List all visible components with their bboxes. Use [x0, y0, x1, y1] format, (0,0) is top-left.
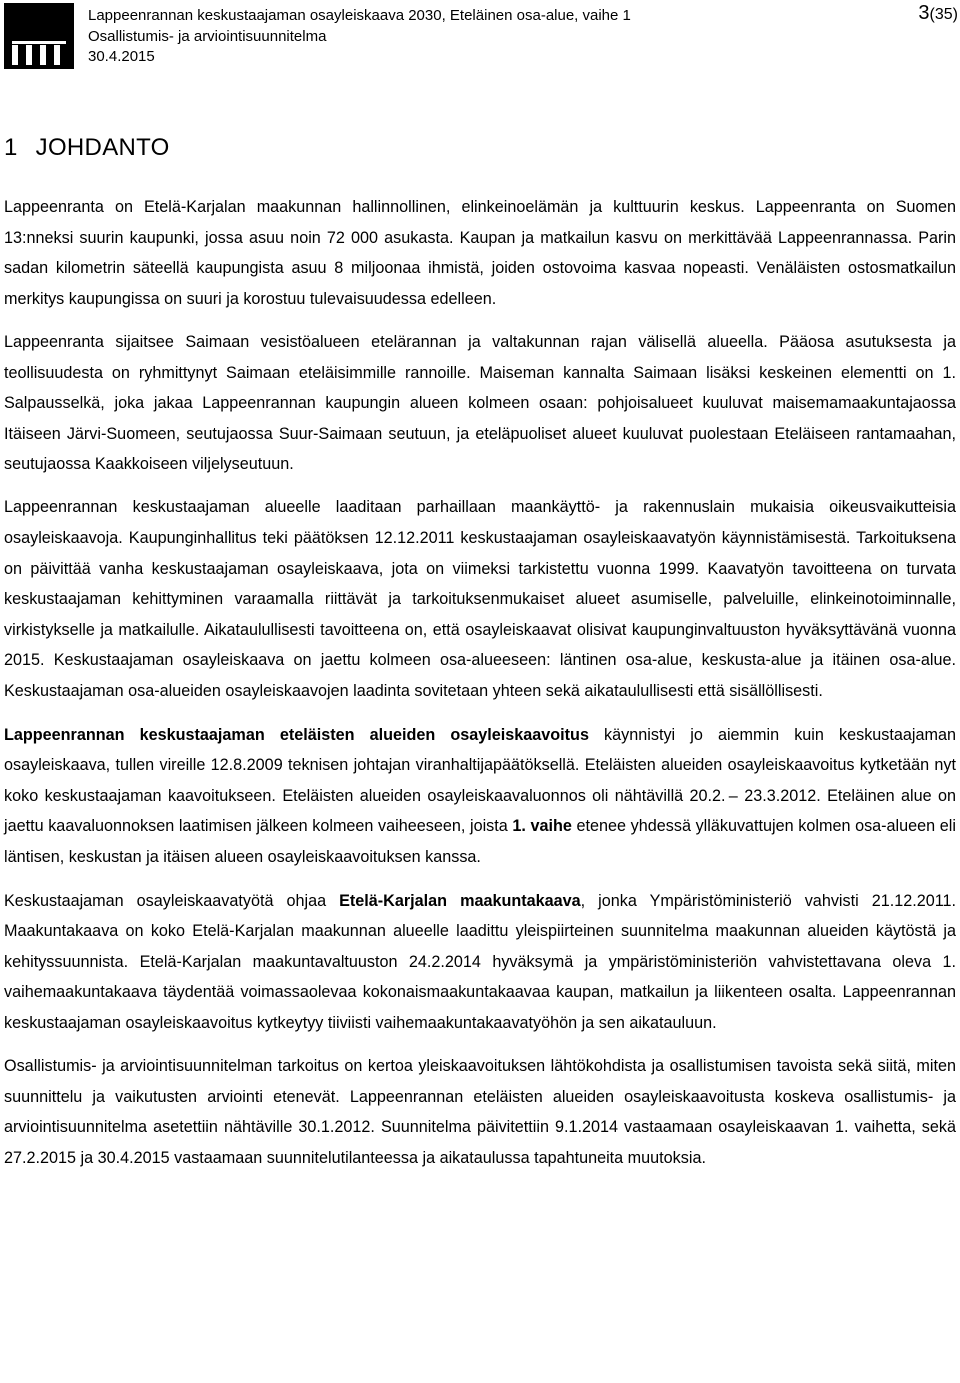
- page-total: (35): [929, 6, 958, 23]
- document-header: [88, 6, 878, 68]
- p5-text-1: Keskustaajaman osayleiskaavatyötä ohjaa: [4, 891, 340, 910]
- section-title: JOHDANTO: [35, 134, 170, 161]
- paragraph-6: Osallistumis- ja arviointisuunnitelman tarkoitus on kertoa yleiskaavoituksen lähtökohdista ja osallistumisen tavoista sekä siitä, miten suunnittelu ja vaikutusten arviointi etenevät. Lappeenrannan eteläisten alueiden osayleiskaavoitusta koskeva osallistumis- ja arviointisuunnitelma asetettiin nähtäville 30.1.2012. Suunnitelma päivitettiin 9.1.2014 vastaamaan osayleiskaavan 1. vaihetta, sekä 27.2.2015 ja 30.4.2015 vastaamaan suunnitelutilanteessa ja aikataulussa tapahtuneita muutoksia.: [4, 1057, 956, 1167]
- p4-text-1: käynnistyi jo aiemmin kuin keskustaajaman osayleiskaava, tullen vireille 12.8.2009 teknisen johtajan viranhaltijapäätöksellä. Eteläisten alueiden osayleiskaavoitus kytketään nyt koko keskustaajaman kaavoitukseen. Eteläisten alueiden osayleiskaavaluonnos oli nähtävillä 20.2. – 23.3.2012. Eteläinen alue on jaettu kaavaluonnoksen laatimisen jälkeen kolmeen vaiheeseen, joista: [4, 725, 956, 836]
- page-current: 3: [918, 2, 930, 24]
- section-heading: [4, 134, 170, 162]
- p5-text-2: , jonka Ympäristöministeriö vahvisti 21.12.2011. Maakuntakaava on koko Etelä-Karjalan maakunnan alueelle laadittu yleispiirteinen suunnitelma maakunnan alueiden käytöstä ja kehityssuunnista. Etelä-Karjalan maakuntavaltuuston 24.2.2014 hyväksymä ja ympäristöministeriön vahvistettavana oleva 1. vaihemaakuntakaava täydentää voimassaolevaa kokonaismaakuntakaavaa kaupan, matkailun ja liikenteen osalta. Lappeenrannan keskustaajaman osayleiskaavoitus kytkeytyy tiiviisti vaihemaakuntakaavatyöhön ja sen aikatauluun.: [4, 891, 957, 1032]
- header-title: Lappeenrannan keskustaajaman osayleiskaava 2030, Eteläinen osa-alue, vaihe 1: [88, 7, 631, 24]
- page-number: [918, 2, 958, 25]
- p5-bold-1: Etelä-Karjalan maakuntakaava: [339, 891, 581, 910]
- p4-text-2: etenee yhdessä ylläkuvattujen kolmen osa-alueen eli läntisen, keskustan ja itäisen alueen osayleiskaavoituksen kanssa.: [4, 817, 956, 866]
- body-text: [4, 192, 956, 1173]
- paragraph-3: Lappeenrannan keskustaajaman alueelle laaditaan parhaillaan maankäyttö- ja rakennuslain mukaisia oikeusvaikutteisia osayleiskaavoja. Kaupunginhallitus teki päätöksen 12.12.2011 keskustaajaman osayleiskaavatyön käynnistämisestä. Tarkoituksena on päivittää vanha keskustaajaman osayleiskaava, jota on viimeksi tarkistettu vuonna 1999. Kaavatyön tavoitteena on turvata keskustaajaman kehittyminen varaamalla riittävät ja tarkoituksenmukaiset alueet asumiselle, palveluille, elinkeinotoiminnalle, virkistykselle ja matkailulle. Aikataulullisesti tavoitteena on, että osayleiskaavat olisivat kaupunginvaltuuston hyväksyttävänä vuonna 2015. Keskustaajaman osayleiskaava on jaettu kolmeen osa-alueeseen: läntinen osa-alue, keskusta-alue ja itäinen osa-alue. Keskustaajaman osa-alueiden osayleiskaavojen laadinta sovitetaan yhteen sekä aikataulullisesti että sisällöllisesti.: [4, 498, 956, 700]
- paragraph-1: Lappeenranta on Etelä-Karjalan maakunnan hallinnollinen, elinkeinoelämän ja kulttuurin keskus. Lappeenranta on Suomen 13:nneksi suurin kaupunki, jossa asuu noin 72 000 asukasta. Kaupan ja matkailun kasvu on merkittävää Lappeenrannassa. Parin sadan kilometrin säteellä kaupungista asuu 8 miljoonaa ihmistä, joiden ostovoima kasvaa nopeasti. Venäläisten ostosmatkailun merkitys kaupungissa on suuri ja korostuu tulevaisuudessa edelleen.: [4, 198, 956, 308]
- paragraph-2: Lappeenranta sijaitsee Saimaan vesistöalueen etelärannan ja valtakunnan rajan välisellä alueella. Pääosa asutuksesta ja teollisuudesta on ryhmittynyt Saimaan eteläisimmille rannoille. Maiseman kannalta Saimaan lisäksi keskeinen elementti on 1. Salpausselkä, joka jakaa Lappeenrannan kaupungin alueen kolmeen osaan: pohjoisalueet kuuluvat maisemamaakuntajaossa Itäiseen Järvi-Suomeen, seutujaossa Suur-Saimaan seutuun, ja eteläpuoliset alueet kuuluvat puolestaan Eteläiseen rantamaahan, seutujaossa Kaakkoiseen viljelyseutuun.: [4, 333, 956, 473]
- header-subtitle: Osallistumis- ja arviointisuunnitelma: [88, 27, 327, 45]
- header-date: 30.4.2015: [88, 48, 155, 65]
- city-logo: [4, 3, 74, 69]
- paragraph-5: [4, 886, 956, 1039]
- p4-bold-1: Lappeenrannan keskustaajaman eteläisten alueiden osayleiskaavoitus: [4, 725, 589, 744]
- paragraph-4: [4, 720, 956, 873]
- section-number: 1: [4, 134, 18, 161]
- p4-bold-2: 1. vaihe: [512, 817, 572, 836]
